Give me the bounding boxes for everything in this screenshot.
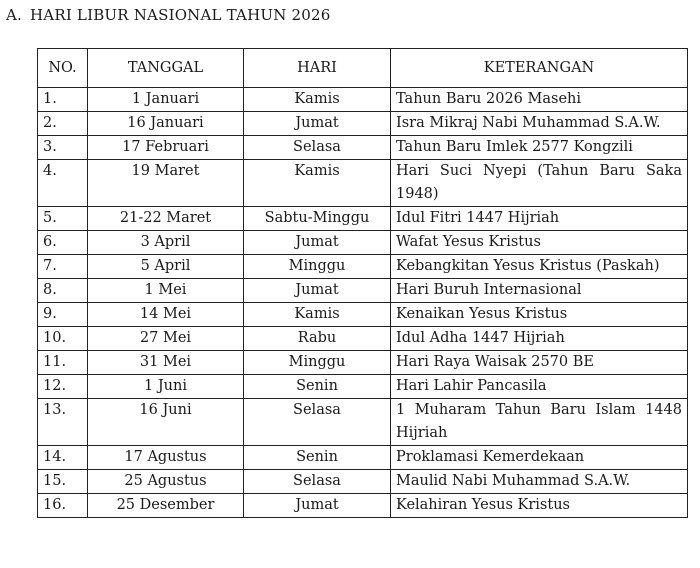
cell-hari: Senin <box>244 446 391 470</box>
column-header-hari: HARI <box>244 49 391 88</box>
holiday-table <box>37 48 688 518</box>
cell-no: 16. <box>38 494 88 518</box>
cell-no: 14. <box>38 446 88 470</box>
table-row <box>38 494 688 518</box>
cell-tanggal: 5 April <box>88 255 244 279</box>
cell-hari: Selasa <box>244 399 391 446</box>
cell-hari: Minggu <box>244 255 391 279</box>
cell-keterangan: Kenaikan Yesus Kristus <box>391 303 688 327</box>
cell-tanggal: 14 Mei <box>88 303 244 327</box>
cell-tanggal: 16 Januari <box>88 112 244 136</box>
cell-no: 2. <box>38 112 88 136</box>
cell-keterangan: Maulid Nabi Muhammad S.A.W. <box>391 470 688 494</box>
table-row <box>38 327 688 351</box>
cell-hari: Jumat <box>244 279 391 303</box>
cell-no: 10. <box>38 327 88 351</box>
cell-no: 13. <box>38 399 88 446</box>
cell-hari: Selasa <box>244 136 391 160</box>
cell-no: 3. <box>38 136 88 160</box>
cell-tanggal: 27 Mei <box>88 327 244 351</box>
table-row <box>38 255 688 279</box>
cell-hari: Selasa <box>244 470 391 494</box>
cell-hari: Kamis <box>244 88 391 112</box>
cell-no: 11. <box>38 351 88 375</box>
cell-tanggal: 31 Mei <box>88 351 244 375</box>
cell-keterangan: Tahun Baru Imlek 2577 Kongzili <box>391 136 688 160</box>
section-title: HARI LIBUR NASIONAL TAHUN 2026 <box>30 6 331 24</box>
cell-tanggal: 1 Mei <box>88 279 244 303</box>
cell-keterangan: Idul Adha 1447 Hijriah <box>391 327 688 351</box>
cell-tanggal: 17 Agustus <box>88 446 244 470</box>
table-row <box>38 351 688 375</box>
cell-hari: Senin <box>244 375 391 399</box>
table-row <box>38 446 688 470</box>
table-row <box>38 160 688 207</box>
cell-keterangan: Hari Lahir Pancasila <box>391 375 688 399</box>
table-row <box>38 136 688 160</box>
cell-keterangan: Idul Fitri 1447 Hijriah <box>391 207 688 231</box>
cell-hari: Jumat <box>244 494 391 518</box>
cell-no: 8. <box>38 279 88 303</box>
table-row <box>38 375 688 399</box>
cell-keterangan: Isra Mikraj Nabi Muhammad S.A.W. <box>391 112 688 136</box>
column-header-keterangan: KETERANGAN <box>391 49 688 88</box>
cell-no: 12. <box>38 375 88 399</box>
cell-keterangan: Tahun Baru 2026 Masehi <box>391 88 688 112</box>
section-marker: A. <box>6 6 23 24</box>
cell-no: 6. <box>38 231 88 255</box>
cell-tanggal: 16 Juni <box>88 399 244 446</box>
cell-hari: Kamis <box>244 303 391 327</box>
table-header-row <box>38 49 688 88</box>
cell-tanggal: 1 Juni <box>88 375 244 399</box>
cell-tanggal: 25 Desember <box>88 494 244 518</box>
table-row <box>38 279 688 303</box>
column-header-tanggal: TANGGAL <box>88 49 244 88</box>
cell-keterangan: Hari Suci Nyepi (Tahun Baru Saka 1948) <box>391 160 688 207</box>
table-row <box>38 303 688 327</box>
cell-no: 15. <box>38 470 88 494</box>
cell-no: 1. <box>38 88 88 112</box>
cell-keterangan: Hari Raya Waisak 2570 BE <box>391 351 688 375</box>
cell-hari: Jumat <box>244 112 391 136</box>
cell-tanggal: 19 Maret <box>88 160 244 207</box>
cell-keterangan: 1 Muharam Tahun Baru Islam 1448 Hijriah <box>391 399 688 446</box>
table-row <box>38 88 688 112</box>
cell-no: 7. <box>38 255 88 279</box>
cell-hari: Sabtu-Minggu <box>244 207 391 231</box>
cell-no: 4. <box>38 160 88 207</box>
section-heading <box>6 6 330 24</box>
cell-hari: Minggu <box>244 351 391 375</box>
table-body <box>38 88 688 518</box>
table-row <box>38 112 688 136</box>
cell-tanggal: 25 Agustus <box>88 470 244 494</box>
cell-no: 5. <box>38 207 88 231</box>
cell-keterangan: Wafat Yesus Kristus <box>391 231 688 255</box>
cell-no: 9. <box>38 303 88 327</box>
cell-keterangan: Proklamasi Kemerdekaan <box>391 446 688 470</box>
cell-tanggal: 17 Februari <box>88 136 244 160</box>
column-header-no: NO. <box>38 49 88 88</box>
table-row <box>38 207 688 231</box>
cell-hari: Jumat <box>244 231 391 255</box>
cell-hari: Rabu <box>244 327 391 351</box>
cell-keterangan: Kebangkitan Yesus Kristus (Paskah) <box>391 255 688 279</box>
table-row <box>38 231 688 255</box>
cell-tanggal: 3 April <box>88 231 244 255</box>
table-row <box>38 399 688 446</box>
cell-tanggal: 21-22 Maret <box>88 207 244 231</box>
cell-keterangan: Kelahiran Yesus Kristus <box>391 494 688 518</box>
cell-keterangan: Hari Buruh Internasional <box>391 279 688 303</box>
table-row <box>38 470 688 494</box>
cell-tanggal: 1 Januari <box>88 88 244 112</box>
cell-hari: Kamis <box>244 160 391 207</box>
